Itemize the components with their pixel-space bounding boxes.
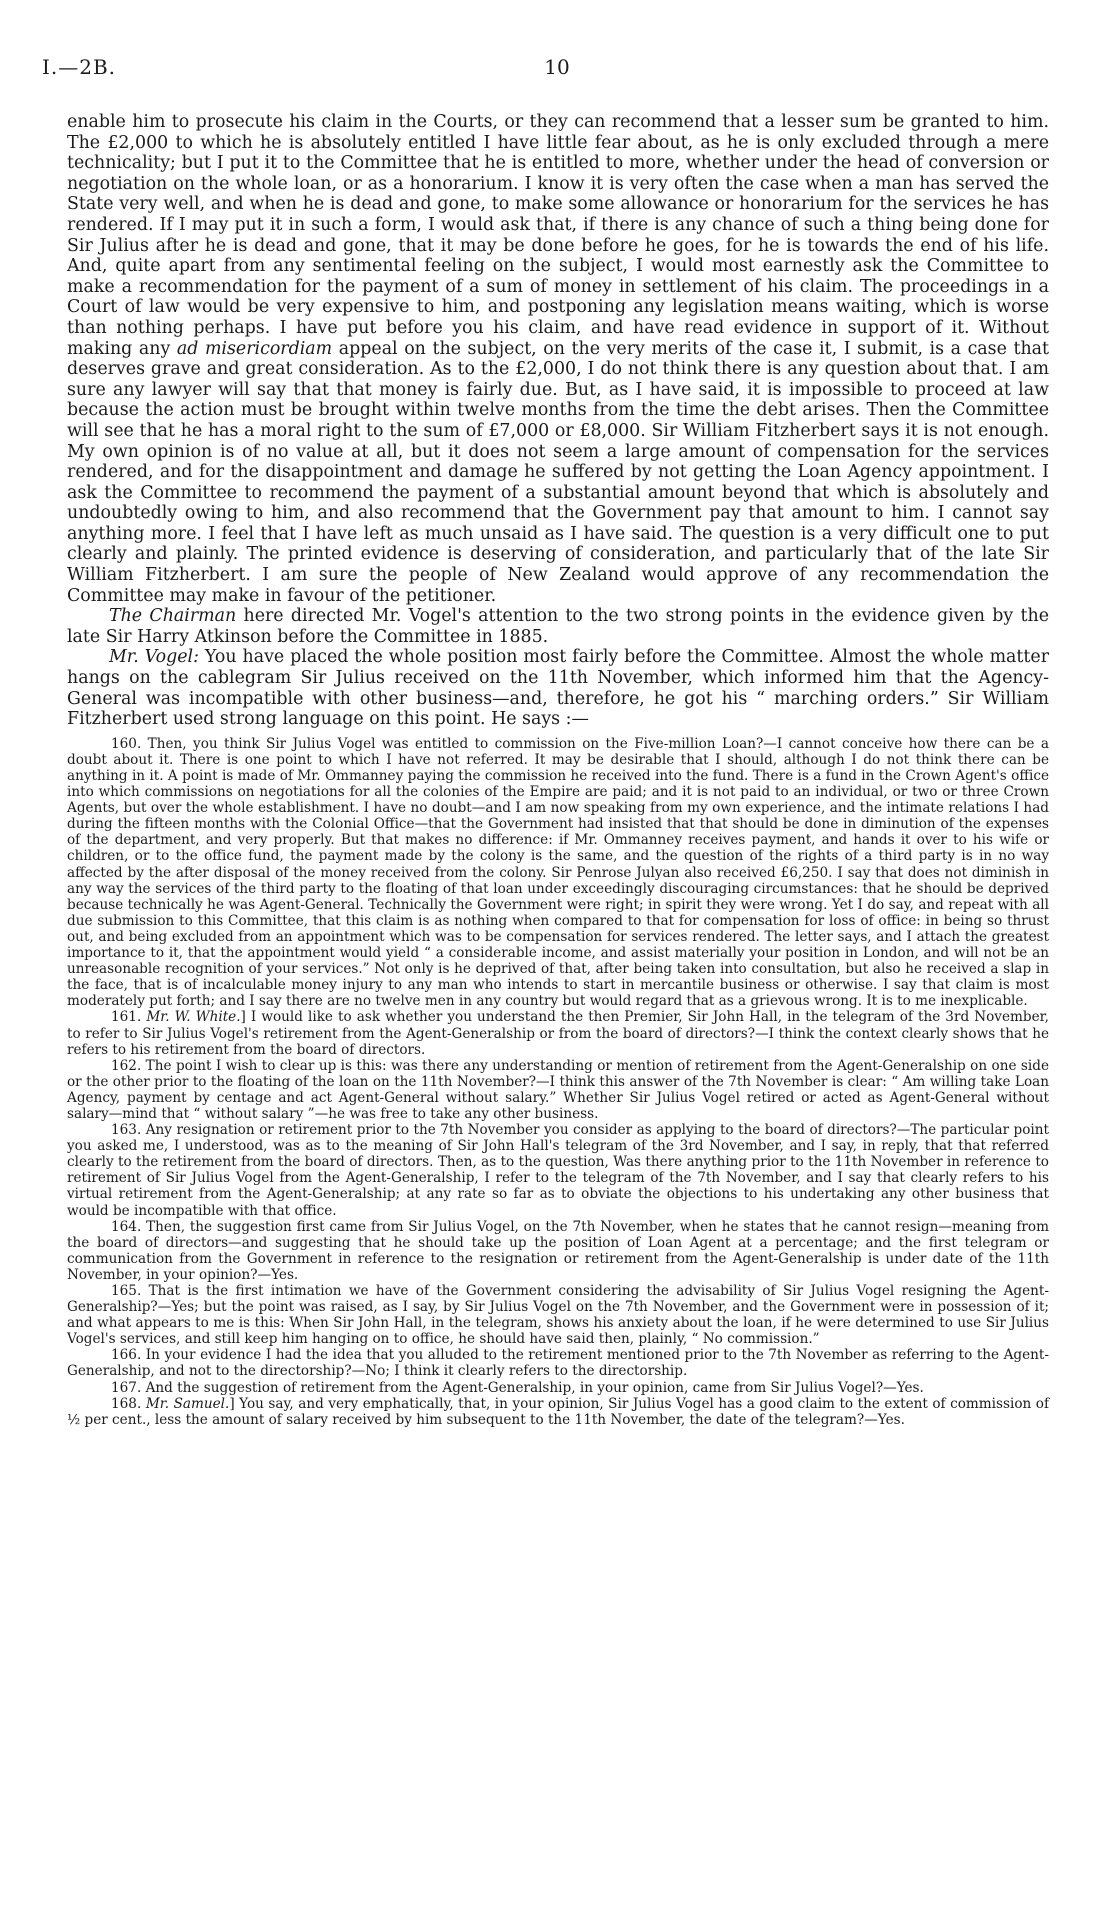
question-164: 164. Then, the suggestion first came from Sir Julius Vogel, on the 7th November, when he states that he cannot resign—meaning from the board of directors—and suggesting that he should take up the position of Loan Agent at a percentage; and the first telegram or communication from the Government in reference to the resignation or retirement from the Agent-Generalship is under date of the 11th November, in your opinion?—Yes. <box>67 1218 1049 1283</box>
chairman-paragraph <box>67 606 1049 647</box>
question-161-text: ] I would like to ask whether you understand the then Premier, Sir John Hall, in the telegram of the 3rd November, to refer to Sir Julius Vogel's retirement from the Agent-Generalship or from the board of directors?—I think the context clearly shows that he refers to his retirement from the board of directors. <box>67 1009 1049 1058</box>
latin-phrase: ad misericordiam <box>176 338 333 359</box>
question-161-number: 161. <box>111 1009 142 1026</box>
question-168-text: ] You say, and very emphatically, that, in your opinion, Sir Julius Vogel has a good claim to the extent of commission of ½ per cent., less the amount of salary received by him subsequent to the 11th November, the date of the telegram?—Yes. <box>67 1395 1050 1428</box>
question-165: 165. That is the first intimation we have of the Government considering the advisability of Sir Julius Vogel resigning the Agent-Generalship?—Yes; but the point was raised, as I say, by Sir Julius Vogel on the 7th November, and the Government were in possession of it; and what appears to me is this: When Sir John Hall, in the telegram, shows his anxiety about the loan, if he were determined to use Sir Julius Vogel's services, and still keep him hanging on to office, he should have said then, plainly, “ No commission.” <box>67 1283 1049 1348</box>
page-header <box>42 55 1072 85</box>
question-163: 163. Any resignation or retirement prior to the 7th November you consider as applying to the board of directors?—The particular point you asked me, I understood, was as to the meaning of Sir John Hall's telegram of the 3rd November, and I say, in reply, that that referred clearly to the retirement from the board of directors. Then, as to the question, Was there anything prior to the 11th November in reference to retirement of Sir Julius Vogel from the Agent-Generalship, I refer to the telegram of the 7th November, and I say that clearly refers to his virtual retirement from the Agent-Generalship; at any rate so far as to obviate the objections to his undertaking any other business that would be incompatible with that office. <box>67 1122 1049 1219</box>
question-168-speaker: Mr. Samuel. <box>145 1395 230 1412</box>
question-167: 167. And the suggestion of retirement from the Agent-Generalship, in your opinion, came from Sir Julius Vogel?—Yes. <box>111 1379 924 1396</box>
evidence-questions <box>67 736 1049 1428</box>
chairman-text: here directed Mr. Vogel's attention to the two strong points in the evidence given by the late Sir Harry Atkinson before the Committee in 1885. <box>67 606 1049 647</box>
vogel-text: You have placed the whole position most fairly before the Committee. Almost the whole matter hangs on the cablegram Sir Julius received on the 11th November, which informed him that the Agency-General was incompatible with other business—and, therefore, he got his “ marching orders.” Sir William Fitzherbert used strong language on this point. He says :— <box>67 647 1050 730</box>
question-161 <box>67 1009 1049 1057</box>
speech-text-part-2: appeal on the subject, on the very merits of the case it, I submit, is a case that deserves grave and great consideration. As to the £2,000, I do not think there is any question about that. I am sure any lawyer will say that that money is fairly due. But, as I have said, it is impossible to proceed at law because the action must be brought within twelve months from the time the debt arises. Then the Committee will see that he has a moral right to the sum of £7,000 or £8,000. Sir William Fitzherbert says it is not enough. My own opinion is of no value at all, but it does not seem a large amount of compensation for the services rendered, and for the disappointment and damage he suffered by not getting the Loan Agency appointment. I ask the Committee to recommend the payment of a substantial amount beyond that which is absolutely and undoubtedly owing to him, and also recommend that the Government pay that amount to him. I cannot say anything more. I feel that I have left as much unsaid as I have said. The question is a very difficult one to put clearly and plainly. The printed evidence is deserving of consideration, and particularly that of the late Sir William Fitzherbert. I am sure the people of New Zealand would approve of any recommendation the Committee may make in favour of the petitioner. <box>67 338 1050 606</box>
vogel-speaker: Mr. Vogel: <box>109 647 199 668</box>
question-168 <box>67 1396 1049 1428</box>
question-166: 166. In your evidence I had the idea that you alluded to the retirement mentioned prior to the 7th November as referring to the Agent-Generalship, and not to the directorship?—No; I think it clearly refers to the directorship. <box>67 1347 1049 1380</box>
question-161-speaker: Mr. W. White. <box>146 1009 241 1026</box>
page-body <box>67 112 1049 1428</box>
speech-paragraph <box>67 112 1049 606</box>
document-reference: I.—2B. <box>42 55 117 79</box>
chairman-speaker: The Chairman <box>109 606 237 627</box>
speech-text-part-1: enable him to prosecute his claim in the Courts, or they can recommend that a lesser sum be granted to him. The £2,000 to which he is absolutely entitled I have little fear about, as he is only excluded through a mere technicality; but I put it to the Committee that he is entitled to more, whether under the head of conversion or negotiation on the whole loan, or as a honorarium. I know it is very often the case when a man has served the State very well, and when he is dead and gone, to make some allowance or honorarium for the services he has rendered. If I may put it in such a form, I would ask that, if there is any chance of such a thing being done for Sir Julius after he is dead and gone, that it may be done before he goes, for he is towards the end of his life. And, quite apart from any sentimental feeling on the subject, I would most earnestly ask the Committee to make a recommendation for the payment of a sum of money in settlement of his claim. The proceedings in a Court of law would be very expensive to him, and postponing any legislation means waiting, which is worse than nothing perhaps. I have put before you his claim, and have read evidence in support of it. Without making any <box>67 112 1049 359</box>
question-168-number: 168. <box>111 1395 142 1412</box>
page-number: 10 <box>544 55 570 79</box>
vogel-paragraph <box>67 647 1049 729</box>
question-160: 160. Then, you think Sir Julius Vogel was entitled to commission on the Five-million Loan?—I cannot conceive how there can be a doubt about it. There is one point to which I have not referred. It may be desirable that I should, although I do not think there can be anything in it. A point is made of Mr. Ommanney paying the commission he received into the fund. There is a fund in the Crown Agent's office into which commissions on negotiations for all the colonies of the Empire are paid; and it is not paid to an individual, or two or three Crown Agents, but over the whole establishment. I have no doubt—and I am now speaking from my own experience, and the intimate relations I had during the fifteen months with the Colonial Office—that the Government had insisted that that should be done in diminution of the expenses of the department, and very properly. But that makes no difference: if Mr. Ommanney receives payment, and hands it over to his wife or children, or to the office fund, the payment made by the colony is the same, and the question of the rights of a third party is in no way affected by the after disposal of the money received from the colony. Sir Penrose Julyan also received £6,250. I say that does not diminish in any way the services of the third party to the floating of that loan under exceedingly discouraging circumstances: that he should be deprived because technically he was Agent-General. Technically the Government were right; in spirit they were wrong. Yet I do say, and repeat with all due submission to this Committee, that this claim is as nothing when compared to that for compensation for loss of office: in being so thrust out, and being excluded from an appointment which was to be compensation for services rendered. The letter says, and I attach the greatest importance to it, that the appointment would yield “ a considerable income, and assist materially your position in London, and will not be an unreasonable recognition of your services.” Not only is he deprived of that, after being taken into consultation, but also he received a slap in the face, that is of incalculable money injury to any man who intends to start in mercantile business or otherwise. I say that claim is most moderately put forth; and I say there are no twelve men in any country but would regard that as a grievous wrong. It is to me inexplicable. <box>67 735 1049 1010</box>
question-162: 162. The point I wish to clear up is this: was there any understanding or mention of retirement from the Agent-Generalship on one side or the other prior to the floating of the loan on the 11th November?—I think this answer of the 7th November is clear: “ Am willing take Loan Agency, payment by centage and act Agent-General without salary.” Whether Sir Julius Vogel retired or acted as Agent-General without salary—mind that “ without salary ”—he was free to take any other business. <box>67 1057 1049 1122</box>
